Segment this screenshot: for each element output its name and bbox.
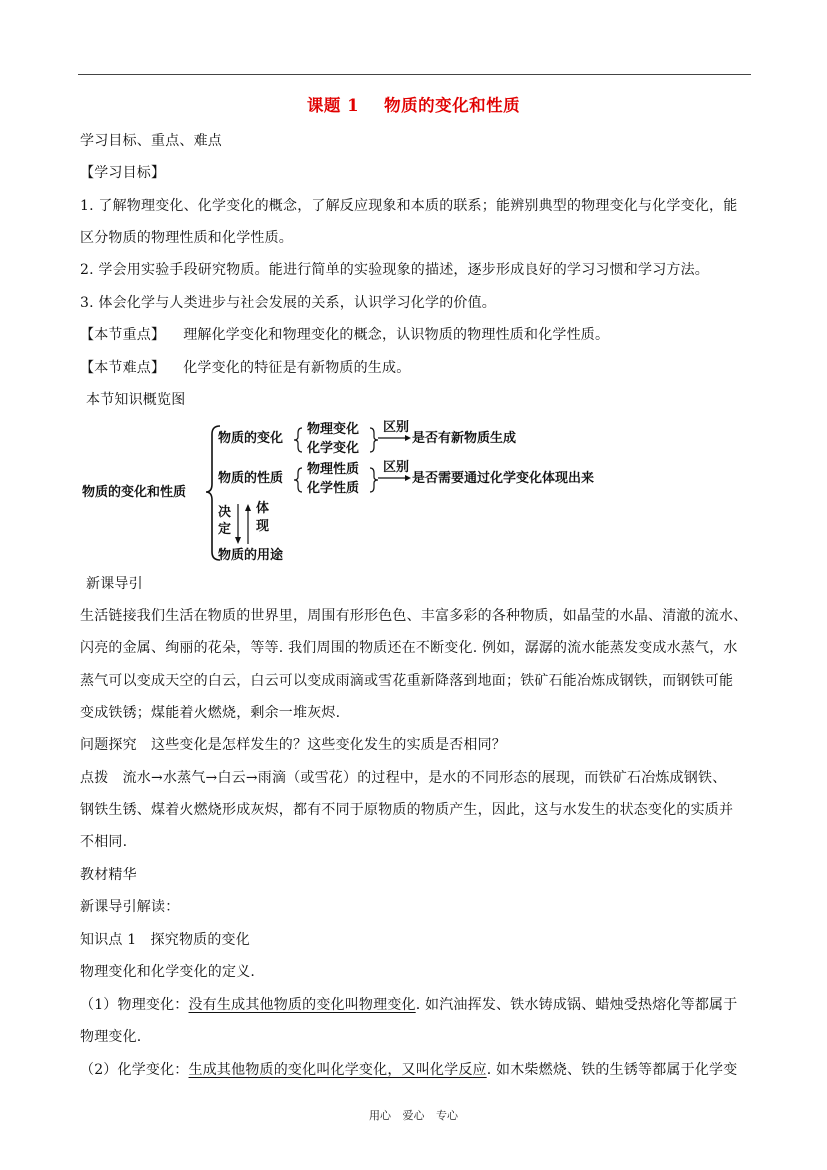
diagram-physical-property: 物理性质 [307,462,360,477]
diagram-diff-1: 区别 [383,420,410,435]
intro-line-2: 闪亮的金属、绚丽的花朵，等等. 我们周围的物质还在不断变化. 例如，潺潺的流水能蒸发变成水蒸气，水 [80,640,738,656]
item-2-definition: 生成其他物质的变化叫化学变化，又叫化学反应 [188,1062,487,1078]
hint-line-1: 点拨 流水→水蒸气→白云→雨滴（或雪花）的过程中，是水的不同形态的展现，而铁矿石冶炼成钢铁、 [80,770,727,786]
item-physical-change [80,994,737,1014]
diagram-decide-1: 决 [218,505,232,520]
arrow-2-head [405,475,411,481]
diagram-result-2: 是否需要通过化学变化体现出来 [412,471,595,486]
diagram-result-1: 是否有新物质生成 [412,431,517,446]
key-point-text: 理解化学变化和物理变化的概念，认识物质的物理性质和化学性质。 [183,327,610,343]
page-title [0,92,827,116]
decide-arrow-head [235,537,241,544]
item-1-line-2: 物理变化. [80,1029,142,1045]
item-chemical-change [80,1059,737,1079]
item-1-rest: . 如汽油挥发、铁水铸成锅、蜡烛受热熔化等都属于 [415,997,738,1013]
property-left-brace [294,468,302,492]
diagram-property: 物质的性质 [218,471,284,486]
intro-line-4: 变成铁锈；煤能着火燃烧，剩余一堆灰烬. [80,705,341,721]
guide-label: 新课导引解读： [80,899,180,915]
goals-heading: 学习目标、重点、难点 [80,133,222,149]
item-1-definition: 没有生成其他物质的变化叫物理变化 [188,997,416,1013]
essence-label: 教材精华 [80,867,137,883]
goal-1-line-1: 1. 了解物理变化、化学变化的概念，了解反应现象和本质的联系；能辨别典型的物理变化与化学变化，能 [80,198,738,214]
header-rule [78,74,751,75]
change-right-brace [370,428,378,452]
item-1-prefix: （1）物理变化： [80,997,189,1013]
diagram-chemical-property: 化学性质 [307,481,360,496]
reflect-arrow-head [245,504,251,511]
diagram-physical-change: 物理变化 [307,422,360,437]
difficult-point [80,357,410,377]
goal-1-line-2: 区分物质的物理性质和化学性质。 [80,230,293,246]
hint-line-2: 钢铁生锈、煤着火燃烧形成灰烬，都有不同于原物质的物质产生，因此，这与水发生的状态变化的实质并 [80,802,734,818]
diagram-change: 物质的变化 [218,431,284,446]
intro-line-3: 蒸气可以变成天空的白云，白云可以变成雨滴或雪花重新降落到地面；铁矿石能冶炼成钢铁，而钢铁可能 [80,673,734,689]
property-right-brace [370,468,378,492]
item-2-rest: . 如木柴燃烧、铁的生锈等都属于化学变 [486,1062,738,1078]
definition-heading: 物理变化和化学变化的定义. [80,964,256,980]
question: 问题探究 这些变化是怎样发生的？这些变化发生的实质是否相同？ [80,737,506,753]
item-2-prefix: （2）化学变化： [80,1062,189,1078]
difficult-point-text: 化学变化的特征是有新物质的生成。 [183,360,411,376]
diagram-reflect-1: 体 [256,501,270,516]
diagram-chemical-change: 化学变化 [307,441,360,456]
hint-line-3: 不相同. [80,834,128,850]
diagram-diff-2: 区别 [383,460,410,475]
diagram-decide-2: 定 [218,522,232,537]
main-brace [206,426,220,560]
intro-line-1: 生活链接我们生活在物质的世界里，周围有形形色色、丰富多彩的各种物质，如晶莹的水晶、清澈的流水、 [80,608,748,624]
key-point-label: 【本节重点】 [80,327,166,343]
title-lesson-number: 课题 1 [306,96,360,115]
diagram-reflect-2: 现 [256,519,270,534]
diagram-root: 物质的变化和性质 [82,485,187,500]
knowledge-point-1: 知识点 1 探究物质的变化 [80,932,250,948]
change-left-brace [294,428,302,452]
knowledge-overview-diagram [78,420,638,565]
goals-bracket-label: 【学习目标】 [80,165,166,181]
page-footer: 用心 爱心 专心 [369,1109,458,1122]
key-point [80,324,609,344]
title-lesson-name: 物质的变化和性质 [384,96,521,115]
arrow-1-head [405,435,411,441]
intro-label: 新课导引 [86,576,143,592]
diagram-usage: 物质的用途 [218,548,284,563]
goal-2: 2. 学会用实验手段研究物质。能进行简单的实验现象的描述，逐步形成良好的学习习惯和学习方法。 [80,262,710,278]
goal-3: 3. 体会化学与人类进步与社会发展的关系，认识学习化学的价值。 [80,295,497,311]
difficult-point-label: 【本节难点】 [80,360,166,376]
overview-label: 本节知识概览图 [86,392,186,408]
